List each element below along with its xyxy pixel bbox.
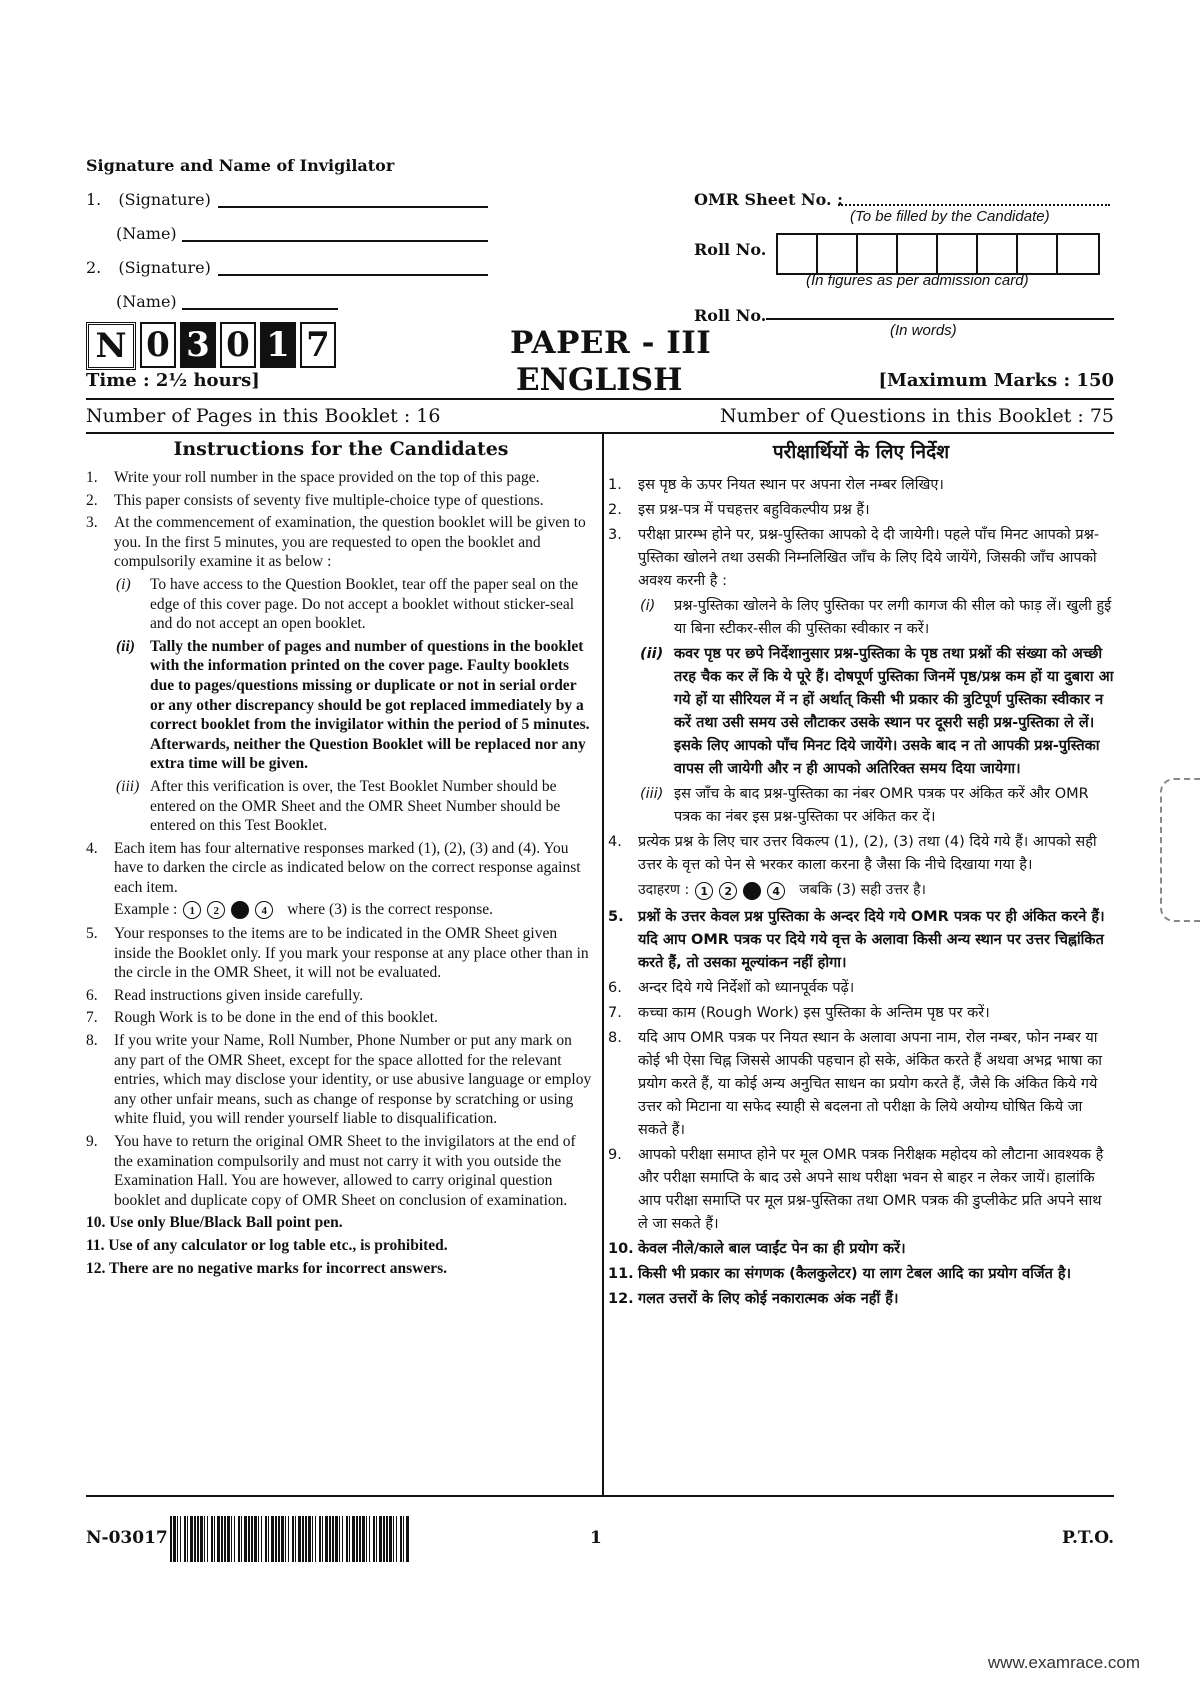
barcode-bar — [319, 1516, 321, 1562]
barcode-bar — [332, 1516, 334, 1562]
name-row-1 — [116, 224, 177, 243]
signature-2-line[interactable] — [218, 274, 488, 276]
barcode-bar — [238, 1516, 240, 1562]
omr-note: (To be filled by the Candidate) — [850, 208, 1050, 225]
barcode-bar — [292, 1516, 294, 1562]
barcode-bar — [335, 1516, 338, 1562]
instruction-item: 6. Read instructions given inside carefully. — [86, 986, 364, 1004]
barcode-bar — [352, 1516, 355, 1562]
instruction-subitem: (iii) After this verification is over, the Test Booklet Number should be entered on the OMR Sheet and the OMR Sheet Number should be entered on this Test Booklet. — [116, 777, 561, 835]
instruction-item: 7. Rough Work is to be done in the end of this booklet. — [86, 1009, 438, 1027]
barcode-bar — [217, 1516, 220, 1562]
instruction-item: 11. किसी भी प्रकार का संगणक (कैलकुलेटर) या लाग टेबल आदि का प्रयोग वर्जित है। — [608, 1266, 1072, 1282]
option-circle: 1 — [183, 901, 201, 919]
barcode-bar — [224, 1516, 226, 1562]
roll-box[interactable] — [1018, 235, 1058, 273]
barcode-bar — [221, 1516, 223, 1562]
time-allowed: Time : 2½ hours] — [86, 370, 260, 391]
sig-row-1 — [86, 190, 211, 209]
sig-label: (Name) — [116, 292, 177, 311]
barcode-bar — [241, 1516, 242, 1562]
barcode-bar — [406, 1516, 409, 1562]
barcode-bar — [275, 1516, 277, 1562]
barcode-bar — [389, 1516, 392, 1562]
barcode-bar — [373, 1516, 375, 1562]
code-char: 0 — [140, 322, 176, 368]
barcode-bar — [268, 1516, 269, 1562]
barcode-bar — [383, 1516, 385, 1562]
roll-box[interactable] — [818, 235, 858, 273]
example-suffix: जबकि (3) सही उत्तर है। — [799, 882, 926, 898]
instruction-item: 10. केवल नीले/काले बाल प्वाईंट पेन का ही प्रयोग करें। — [608, 1241, 906, 1257]
name-1-line[interactable] — [182, 240, 488, 242]
max-marks: [Maximum Marks : 150 — [878, 370, 1114, 391]
barcode-bar — [251, 1516, 253, 1562]
roll-box[interactable] — [898, 235, 938, 273]
barcode-bar — [339, 1516, 340, 1562]
omr-sheet-field[interactable] — [838, 204, 1110, 206]
barcode-bar — [278, 1516, 280, 1562]
option-circle: 2 — [719, 882, 737, 900]
instruction-item: 5. प्रश्नों के उत्तर केवल प्रश्न पुस्तिका के अन्दर दिये गये OMR पत्रक पर ही अंकित करने हैं। यदि आप OMR पत्रक पर दिये गये वृत्त के अलावा किसी अन्य स्थान पर उत्तर चिह्नांकित करते हैं, तो उसका मूल्यांकन नहीं होगा। — [608, 909, 1105, 971]
barcode-bar — [349, 1516, 350, 1562]
barcode-bar — [281, 1516, 284, 1562]
barcode-bar — [214, 1516, 215, 1562]
barcode-bar — [194, 1516, 196, 1562]
divider — [86, 432, 1114, 434]
barcode-bar — [308, 1516, 311, 1562]
option-circle: 1 — [695, 882, 713, 900]
sig-label: (Signature) — [118, 258, 211, 277]
barcode-bar — [190, 1516, 193, 1562]
example-suffix: where (3) is the correct response. — [287, 901, 493, 919]
english-instructions-title: Instructions for the Candidates — [173, 438, 509, 460]
option-circle: 2 — [207, 901, 225, 919]
page-number: 1 — [590, 1528, 602, 1548]
watermark-site: www.examrace.com — [987, 1653, 1140, 1672]
questions-count: Number of Questions in this Booklet : 75 — [720, 405, 1114, 427]
divider — [86, 1495, 1114, 1497]
barcode-bar — [184, 1516, 186, 1562]
barcode-bar — [288, 1516, 289, 1562]
divider — [86, 398, 1114, 400]
barcode-bar — [305, 1516, 307, 1562]
subject-title: ENGLISH — [516, 362, 683, 398]
instruction-item: 4. Each item has four alternative responses marked (1), (2), (3) and (4). You have to darken the circle as indicated below on the correct response against each item. — [86, 839, 581, 896]
paper-title: PAPER - III — [510, 325, 712, 361]
barcode-bar — [187, 1516, 188, 1562]
instruction-subitem: (ii) Tally the number of pages and number of questions in the booklet with the information printed on the cover page. Faulty booklets due to pages/questions missing or duplicate or not in serial order or any other discrepancy should be got replaced immediately by a correct booklet from the invigilator within the period of 5 minutes. Afterwards, neither the Question Booklet will be replaced nor any extra time will be given. — [116, 637, 590, 773]
name-2-line[interactable] — [182, 308, 338, 310]
instruction-item: 1. इस पृष्ठ के ऊपर नियत स्थान पर अपना रोल नम्बर लिखिए। — [608, 477, 944, 493]
barcode-bar — [271, 1516, 274, 1562]
instruction-item: 9. You have to return the original OMR Sheet to the invigilators at the end of the examination compulsorily and must not carry it with you outside the Examination Hall. You are however, allowed to carry original question booklet and duplicate copy of OMR Sheet on conclusion of examination. — [86, 1133, 576, 1209]
code-char: 7 — [300, 322, 336, 368]
option-circle-filled — [743, 882, 761, 900]
answer-example — [608, 879, 1114, 902]
barcode-bar — [403, 1516, 404, 1562]
roll-box[interactable] — [778, 235, 818, 273]
barcode-bar — [234, 1516, 235, 1562]
roll-box[interactable] — [1058, 235, 1098, 273]
barcode-bar — [356, 1516, 358, 1562]
barcode-bar — [329, 1516, 331, 1562]
roll-words-label: Roll No. — [694, 306, 767, 325]
instruction-subitem: (i) To have access to the Question Booklet, tear off the paper seal on the edge of this cover page. Do not accept a booklet without sticker-seal and do not accept an open booklet. — [116, 575, 579, 633]
barcode-bar — [369, 1516, 370, 1562]
barcode-bar — [200, 1516, 203, 1562]
sig-label: (Name) — [116, 224, 177, 243]
barcode-bar — [204, 1516, 205, 1562]
barcode-bar — [322, 1516, 323, 1562]
answer-example — [86, 900, 594, 920]
hindi-instructions — [608, 474, 1114, 1313]
code-char: 1 — [260, 322, 296, 368]
barcode-bar — [265, 1516, 267, 1562]
name-row-2 — [116, 292, 177, 311]
barcode-bar — [346, 1516, 348, 1562]
barcode-bar — [298, 1516, 301, 1562]
booklet-code — [86, 322, 336, 370]
barcode-bar — [248, 1516, 250, 1562]
instruction-item: 11. Use of any calculator or log table etc., is prohibited. — [86, 1236, 448, 1254]
booklet-code-footer: N-03017 — [86, 1528, 168, 1548]
english-instructions — [86, 468, 594, 1281]
barcode-bar — [295, 1516, 296, 1562]
barcode-bar — [386, 1516, 388, 1562]
code-char: N — [86, 322, 136, 370]
pto-label: P.T.O. — [1062, 1528, 1114, 1548]
option-circle-filled — [231, 901, 249, 919]
roll-fig-note: (In figures as per admission card) — [806, 272, 1029, 289]
invigilator-title: Signature and Name of Invigilator — [86, 156, 395, 175]
hindi-instructions-title: परीक्षार्थियों के लिए निर्देश — [772, 441, 950, 463]
instruction-item: 1. Write your roll number in the space provided on the top of this page. — [86, 469, 540, 486]
instruction-item: 8. यदि आप OMR पत्रक पर नियत स्थान के अलावा अपना नाम, रोल नम्बर, फोन नम्बर या कोई भी ऐसा चिह्न जिससे आपकी पहचान हो सके, अंकित करते हैं अथवा अभद्र भाषा का प्रयोग करते हैं, या कोई अन्य अनुचित साधन का प्रयोग करते हैं, जैसे कि अंकित किये गये उत्तर को मिटाना या सफेद स्याही से बदलना तो परीक्षा के लिये अयोग्य घोषित किये जा सकते हैं। — [608, 1030, 1103, 1138]
barcode-bar — [396, 1516, 397, 1562]
barcode-bar — [393, 1516, 394, 1562]
barcode-bar — [180, 1516, 181, 1562]
barcode-bar — [211, 1516, 213, 1562]
barcode-bar — [173, 1516, 176, 1562]
instruction-item: 7. कच्चा काम (Rough Work) इस पुस्तिका के अन्तिम पृष्ठ पर करें। — [608, 1005, 990, 1021]
instruction-subitem: (ii) कवर पृष्ठ पर छपे निर्देशानुसार प्रश्न-पुस्तिका के पृष्ठ तथा प्रश्नों की संख्या को अच्छी तरह चैक कर लें कि ये पूरे हैं। दोषपूर्ण पुस्तिका जिनमें पृष्ठ/प्रश्न कम हों या दुबारा आ गये हों या सीरियल में न हों अर्थात् किसी भी प्रकार की त्रुटिपूर्ण पुस्तिका स्वीकार न करें तथा उसी समय उसे लौटाकर उसके स्थान पर दूसरी सही प्रश्न-पुस्तिका ले लें। इसके लिए आपको पाँच मिनट दिये जायेंगे। उसके बाद न तो आपकी प्रश्न-पुस्तिका वापस ली जायेगी और न ही आपको अतिरिक्त समय दिया जायेगा। — [640, 646, 1114, 777]
roll-box[interactable] — [978, 235, 1018, 273]
option-circle: 4 — [255, 901, 273, 919]
signature-1-line[interactable] — [218, 206, 488, 208]
option-circle: 4 — [767, 882, 785, 900]
instruction-item: 6. अन्दर दिये गये निर्देशों को ध्यानपूर्वक पढ़ें। — [608, 980, 855, 996]
omr-sheet-label: OMR Sheet No. : — [694, 190, 844, 209]
barcode-bar — [261, 1516, 262, 1562]
barcode-bar — [254, 1516, 257, 1562]
instruction-item: 5. Your responses to the items are to be indicated in the OMR Sheet given inside the Booklet only. If you mark your response at any place other than in the circle in the OMR Sheet, it will not be evaluated. — [86, 925, 589, 982]
instruction-subitem: (i) प्रश्न-पुस्तिका खोलने के लिए पुस्तिका पर लगी कागज की सील को फाड़ लें। खुली हुई या बिना स्टीकर-सील की पुस्तिका स्वीकार न करें। — [640, 598, 1112, 637]
sig-num: 2. — [86, 258, 102, 277]
column-divider — [602, 432, 604, 1495]
code-char: 0 — [220, 322, 256, 368]
barcode-bar — [362, 1516, 365, 1562]
instruction-item: 3. At the commencement of examination, the question booklet will be given to you. In the first 5 minutes, you are requested to open the booklet and compulsorily examine it as below : — [86, 514, 586, 571]
sig-row-2 — [86, 258, 211, 277]
example-label: उदाहरण : — [638, 882, 690, 898]
barcode-bar — [227, 1516, 230, 1562]
barcode-bar — [359, 1516, 361, 1562]
barcode-bar — [244, 1516, 247, 1562]
instruction-item: 10. Use only Blue/Black Ball point pen. — [86, 1214, 343, 1232]
instruction-item: 2. इस प्रश्न-पत्र में पचहत्तर बहुविकल्पीय प्रश्न हैं। — [608, 502, 870, 518]
pages-count: Number of Pages in this Booklet : 16 — [86, 405, 441, 427]
barcode-bar — [366, 1516, 367, 1562]
barcode-bar — [315, 1516, 316, 1562]
roll-label: Roll No. — [694, 240, 767, 259]
instruction-item: 8. If you write your Name, Roll Number, Phone Number or put any mark on any part of the OMR Sheet, except for the space allotted for the relevant entries, which may disclose your identity, or use abusive language or employ any other unfair means, such as change of response by scratching or using white fluid, you will render yourself liable to disqualification. — [86, 1032, 592, 1128]
barcode-bar — [342, 1516, 343, 1562]
instruction-item: 3. परीक्षा प्रारम्भ होने पर, प्रश्न-पुस्तिका आपको दे दी जायेगी। पहले पाँच मिनट आपको प्रश्न-पुस्तिका खोलने तथा उसकी निम्नलिखित जाँच के लिए दिये जायेंगे, जिसकी जाँच आपको अवश्य करनी है : — [608, 527, 1100, 589]
barcode-icon — [170, 1516, 410, 1562]
instruction-subitem: (iii) इस जाँच के बाद प्रश्न-पुस्तिका का नंबर OMR पत्रक पर अंकित करें और OMR पत्रक का नंबर इस प्रश्न-पुस्तिका पर अंकित कर दें। — [640, 786, 1089, 825]
roll-box[interactable] — [858, 235, 898, 273]
roll-number-boxes[interactable] — [776, 233, 1100, 275]
sig-num: 1. — [86, 190, 102, 209]
barcode-bar — [177, 1516, 178, 1562]
barcode-bar — [312, 1516, 313, 1562]
instruction-item: 9. आपको परीक्षा समाप्त होने पर मूल OMR पत्रक निरीक्षक महोदय को लौटाना आवश्यक है और परीक्षा समाप्ति के बाद उसे अपने साथ परीक्षा भवन से बाहर न लेकर जायें। हालांकि आप परीक्षा समाप्ति पर मूल प्रश्न-पुस्तिका तथा OMR पत्रक की डुप्लीकेट प्रति अपने साथ ले जा सकते हैं। — [608, 1147, 1104, 1232]
roll-words-note: (In words) — [890, 322, 957, 339]
roll-words-field[interactable] — [766, 318, 1114, 320]
barcode-bar — [302, 1516, 304, 1562]
instruction-item: 12. There are no negative marks for incorrect answers. — [86, 1259, 448, 1277]
barcode-bar — [207, 1516, 208, 1562]
punch-hole-marker — [1160, 778, 1200, 922]
barcode-bar — [379, 1516, 382, 1562]
barcode-bar — [170, 1516, 172, 1562]
example-label: Example : — [114, 901, 178, 919]
barcode-bar — [325, 1516, 328, 1562]
instruction-item: 12. गलत उत्तरों के लिए कोई नकारात्मक अंक नहीं हैं। — [608, 1291, 899, 1307]
barcode-bar — [376, 1516, 377, 1562]
instruction-item: 2. This paper consists of seventy five multiple-choice type of questions. — [86, 491, 544, 509]
roll-box[interactable] — [938, 235, 978, 273]
code-char: 3 — [180, 322, 216, 368]
instruction-item: 4. प्रत्येक प्रश्न के लिए चार उत्तर विकल्प (1), (2), (3) तथा (4) दिये गये हैं। आपको सही उत्तर के वृत्त को पेन से भरकर काला करना है जैसा कि नीचे दिखाया गया है। — [608, 834, 1097, 873]
barcode-bar — [400, 1516, 402, 1562]
barcode-bar — [285, 1516, 286, 1562]
barcode-bar — [197, 1516, 199, 1562]
sig-label: (Signature) — [118, 190, 211, 209]
barcode-bar — [258, 1516, 259, 1562]
barcode-bar — [231, 1516, 232, 1562]
